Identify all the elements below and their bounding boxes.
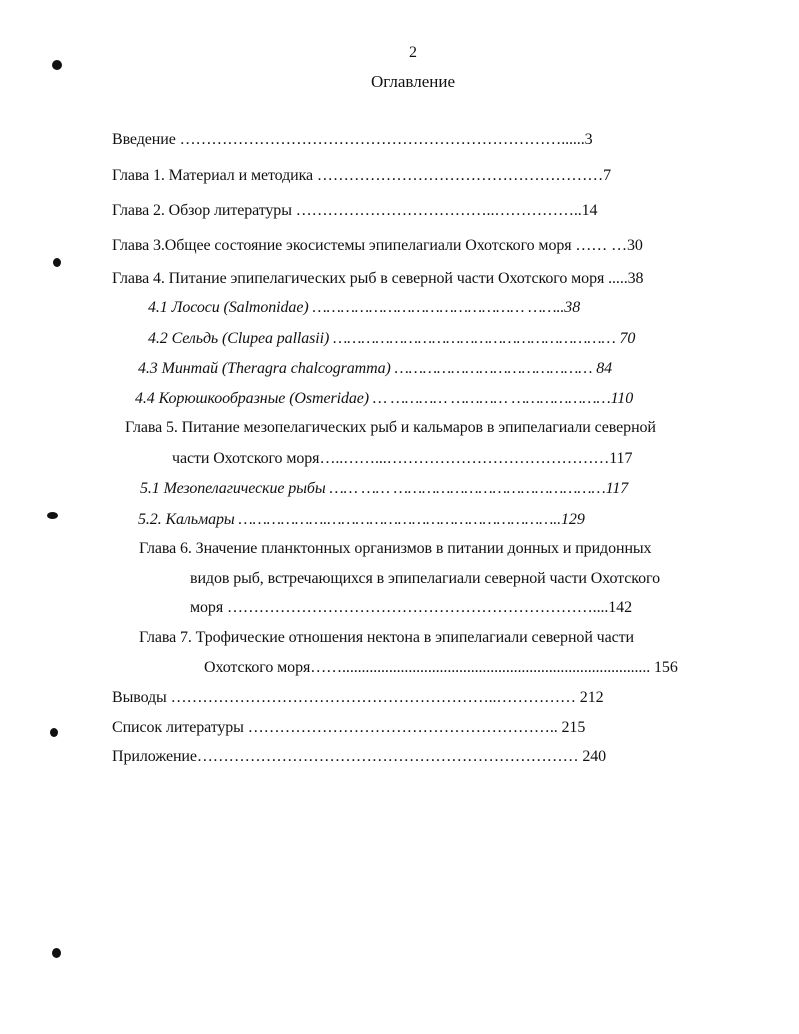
toc-entry-introduction: Введение ………………………………………………………………......3 — [112, 131, 593, 148]
binder-hole-mark — [47, 512, 58, 519]
toc-entry-chapter-5-continued: части Охотского моря…..……...……………………………………117 — [172, 450, 633, 467]
toc-entry-chapter-6: Глава 6. Значение планктонных организмов в питании донных и придонных — [139, 540, 652, 557]
toc-entry-section-5-1: 5.1 Мезопелагические рыбы …… …… ………………………………………117 — [140, 480, 629, 497]
toc-entry-chapter-2: Глава 2. Обзор литературы ………………………………..……………..14 — [112, 202, 598, 219]
page-number: 2 — [409, 44, 417, 61]
binder-hole-mark — [50, 728, 58, 737]
toc-entry-chapter-6-continued: видов рыб, встречающихся в эпипелагиали северной части Охотского — [190, 570, 660, 587]
toc-entry-chapter-6-continued: моря ……………………………………………………………....142 — [190, 599, 632, 616]
toc-entry-chapter-3: Глава 3.Общее состояние экосистемы эпипелагиали Охотского моря …… …30 — [112, 237, 643, 254]
toc-entry-conclusions: Выводы ……………………………………………………..…………… 212 — [112, 689, 604, 706]
toc-entry-chapter-5: Глава 5. Питание мезопелагических рыб и кальмаров в эпипелагиали северной — [125, 419, 656, 436]
toc-entry-section-4-3: 4.3 Минтай (Theragra chalcogramma) …………………………………… 84 — [138, 360, 613, 377]
toc-entry-chapter-1: Глава 1. Материал и методика ………………………………………………7 — [112, 167, 612, 184]
page-title: Оглавление — [371, 72, 455, 91]
binder-hole-mark — [52, 948, 61, 958]
toc-entry-appendix: Приложение……………………………………………………………… 240 — [112, 748, 607, 765]
toc-entry-chapter-4: Глава 4. Питание эпипелагических рыб в северной части Охотского моря .....38 — [112, 270, 644, 287]
toc-entry-section-5-2: 5.2. Кальмары ……………….…………………………………………..129 — [138, 511, 585, 528]
toc-entry-references: Список литературы ………………………………………………….. 215 — [112, 719, 586, 736]
toc-entry-section-4-2: 4.2 Сельдь (Clupea pallasii) …………………………………………………… 70 — [148, 330, 636, 347]
toc-entry-chapter-7-continued: Охотского моря……............................................................................... 156 — [204, 659, 678, 676]
toc-entry-section-4-1: 4.1 Лососи (Salmonidae) ……………………………………… ……..38 — [148, 299, 581, 316]
toc-entry-section-4-4: 4.4 Корюшкообразные (Osmeridae) … ………… ………… …………………110 — [135, 390, 634, 407]
binder-hole-mark — [53, 258, 61, 267]
toc-entry-chapter-7: Глава 7. Трофические отношения нектона в эпипелагиали северной части — [139, 629, 634, 646]
